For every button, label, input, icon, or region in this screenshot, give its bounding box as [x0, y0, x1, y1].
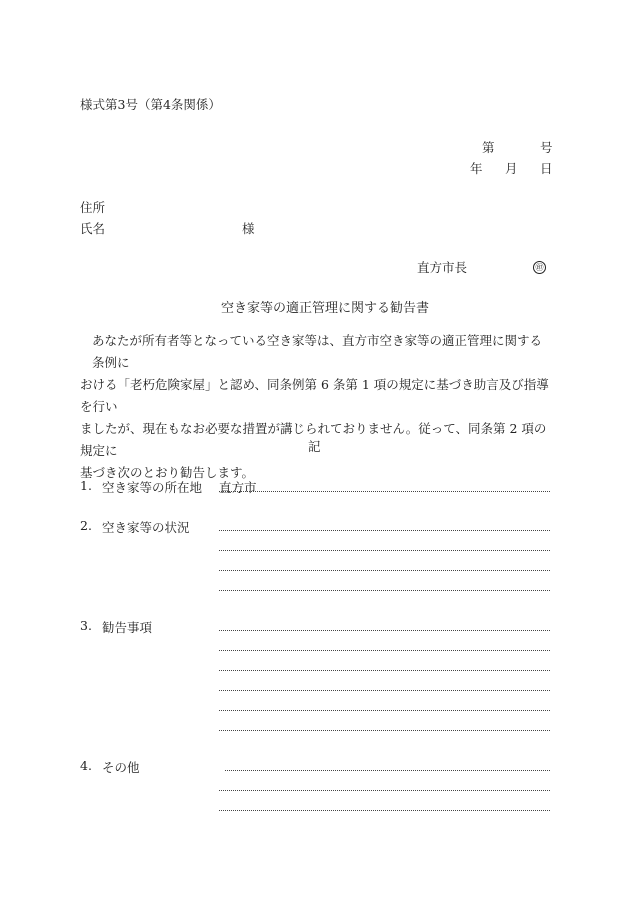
item-1-value: 直方市	[219, 480, 257, 495]
item-3-line-4	[219, 690, 550, 691]
item-2-num: 2.	[80, 518, 92, 533]
item-1-num: 1.	[80, 478, 92, 493]
honorific: 様	[242, 221, 255, 236]
item-4-label: その他	[102, 760, 140, 775]
item-3-num: 3.	[80, 618, 92, 633]
item-4-line-3	[219, 810, 550, 811]
item-3-label: 勧告事項	[102, 620, 153, 635]
item-2-line-1	[219, 530, 550, 531]
body-line-3: ましたが、現在もなお必要な措置が講じられておりません。従って、同条第 2 項の規定に	[80, 421, 547, 458]
date-day: 日	[540, 161, 553, 176]
date-year: 年	[470, 161, 483, 176]
item-4-line-2	[219, 790, 550, 791]
item-3-line-1	[219, 630, 550, 631]
item-4-num: 4.	[80, 758, 92, 773]
body-paragraph	[80, 330, 550, 484]
form-label: 様式第3号（第4条関係）	[80, 97, 221, 112]
address-label: 住所	[80, 200, 106, 215]
issuer: 直方市長	[417, 260, 468, 275]
item-3-line-3	[219, 670, 550, 671]
item-2-label: 空き家等の状況	[102, 520, 190, 535]
ki-heading: 記	[308, 439, 321, 454]
number-go: 号	[540, 140, 553, 155]
body-line-1: あなたが所有者等となっている空き家等は、直方市空き家等の適正管理に関する条例に	[92, 333, 543, 370]
item-3-line-2	[219, 650, 550, 651]
seal-mark: ㊞	[533, 258, 546, 274]
document-title: 空き家等の適正管理に関する勧告書	[221, 301, 430, 316]
body-line-4: 基づき次のとおり勧告します。	[80, 465, 255, 480]
item-1-label: 空き家等の所在地	[102, 480, 203, 495]
item-2-line-4	[219, 590, 550, 591]
name-label: 氏名	[80, 221, 106, 236]
item-4-line-1	[225, 770, 550, 771]
item-3-line-6	[219, 730, 550, 731]
date-month: 月	[505, 161, 518, 176]
number-dai: 第	[482, 140, 495, 155]
item-2-line-2	[219, 550, 550, 551]
item-1-line	[219, 491, 550, 492]
body-line-2: おける「老朽危険家屋」と認め、同条例第 6 条第 1 項の規定に基づき助言及び指導を行い	[80, 377, 549, 414]
item-2-line-3	[219, 570, 550, 571]
item-3-line-5	[219, 710, 550, 711]
